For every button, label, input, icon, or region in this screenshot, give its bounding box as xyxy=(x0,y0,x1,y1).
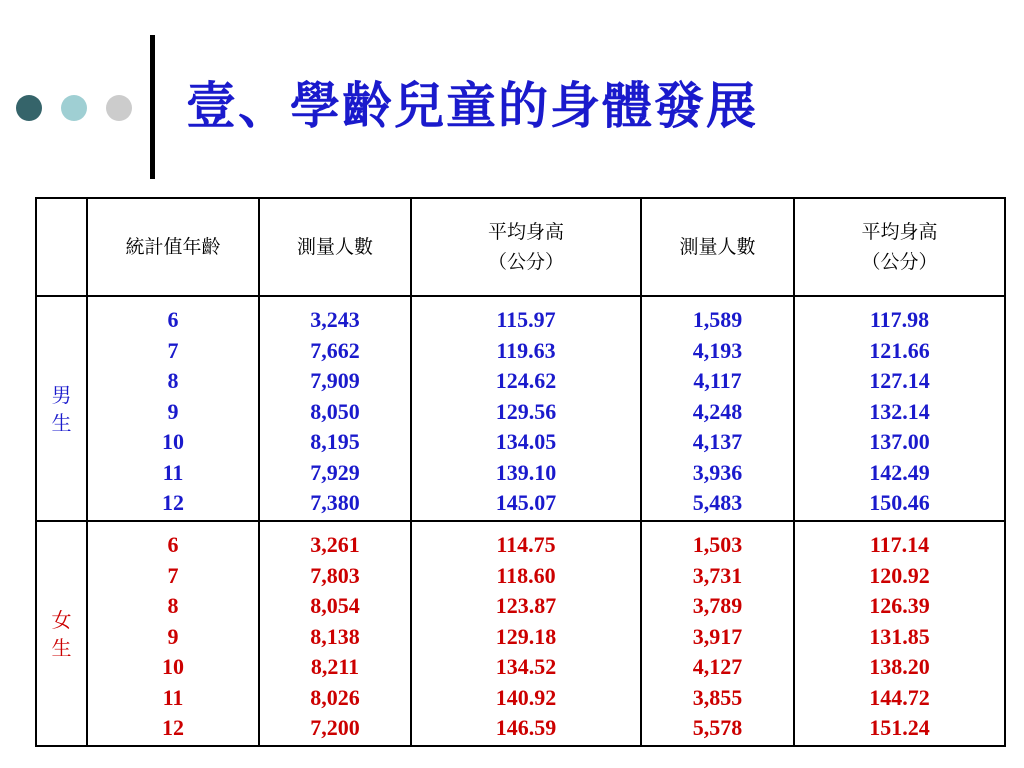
male-count-a-value: 8,050 xyxy=(310,398,360,424)
header-corner-cell xyxy=(36,198,87,296)
male-height-a-value: 119.63 xyxy=(496,337,556,363)
slide-title: 壹、學齡兒童的身體發展 xyxy=(186,76,758,135)
table-row-male xyxy=(36,296,1005,521)
female-count-b-value: 5,578 xyxy=(692,715,743,740)
header-height-b xyxy=(794,198,1005,296)
male-age-cell xyxy=(87,296,259,521)
male-count-b-cell xyxy=(641,296,794,521)
female-height-b-value: 126.39 xyxy=(869,593,930,618)
male-height-a-value: 124.62 xyxy=(495,368,557,393)
female-age-value: 11 xyxy=(162,684,184,710)
male-height-a-value: 115.97 xyxy=(496,307,556,332)
female-age-value: 8 xyxy=(167,593,179,618)
header-count-b: 測量人數 xyxy=(641,198,794,296)
female-height-b-value: 131.85 xyxy=(869,623,930,649)
male-age-value: 6 xyxy=(167,307,179,332)
male-height-b-value: 132.14 xyxy=(869,398,930,424)
male-height-a-value: 145.07 xyxy=(495,490,557,515)
male-count-b-value: 4,117 xyxy=(693,368,742,393)
female-count-b-value: 1,503 xyxy=(692,532,743,557)
gender-label-female xyxy=(36,521,87,746)
female-height-b-cell xyxy=(794,521,1005,746)
title-divider xyxy=(150,35,155,179)
male-count-a-value: 7,662 xyxy=(310,337,360,363)
gender-label-male xyxy=(36,296,87,521)
male-height-b-value: 142.49 xyxy=(869,459,930,485)
header-stat-age: 統計值年齡 xyxy=(87,198,259,296)
male-height-b-value: 150.46 xyxy=(869,490,930,515)
female-count-b-cell xyxy=(641,521,794,746)
male-age-value: 12 xyxy=(162,490,184,515)
male-height-a-value: 134.05 xyxy=(495,429,557,454)
male-count-a-value: 3,243 xyxy=(310,307,360,332)
table-header-row xyxy=(36,198,1005,296)
female-count-b-value: 3,789 xyxy=(692,593,743,618)
female-count-a-value: 8,138 xyxy=(310,623,360,649)
female-count-a-cell xyxy=(259,521,411,746)
female-count-a-value: 8,026 xyxy=(310,684,360,710)
female-count-b-value: 3,855 xyxy=(692,684,743,710)
male-height-b-value: 121.66 xyxy=(869,337,930,363)
female-age-value: 9 xyxy=(167,623,179,649)
male-count-a-value: 8,195 xyxy=(310,429,360,454)
female-height-a-value: 134.52 xyxy=(495,654,557,679)
female-height-a-value: 118.60 xyxy=(496,562,556,588)
female-height-a-value: 114.75 xyxy=(496,532,556,557)
male-age-value: 9 xyxy=(167,398,179,424)
male-count-b-value: 1,589 xyxy=(692,307,743,332)
male-height-a-value: 139.10 xyxy=(495,459,557,485)
male-age-value: 11 xyxy=(162,459,184,485)
header-count-a: 測量人數 xyxy=(259,198,411,296)
female-height-a-value: 140.92 xyxy=(495,684,557,710)
female-age-value: 12 xyxy=(162,715,184,740)
male-age-value: 10 xyxy=(162,429,184,454)
male-height-b-cell xyxy=(794,296,1005,521)
male-count-a-cell xyxy=(259,296,411,521)
female-age-value: 7 xyxy=(167,562,179,588)
female-count-a-value: 7,803 xyxy=(310,562,360,588)
female-height-a-value: 123.87 xyxy=(495,593,557,618)
female-count-a-value: 8,054 xyxy=(310,593,360,618)
male-count-a-value: 7,929 xyxy=(310,459,360,485)
header-height-a-line1: 平均身高 xyxy=(487,221,564,243)
female-count-a-value: 7,200 xyxy=(310,715,360,740)
decor-dot-gray xyxy=(106,95,132,121)
header-height-a-line2: （公分） xyxy=(487,251,564,273)
male-count-b-value: 5,483 xyxy=(692,490,743,515)
decor-dot-light xyxy=(61,95,87,121)
male-count-b-value: 4,248 xyxy=(692,398,743,424)
female-count-b-value: 3,917 xyxy=(692,623,743,649)
male-height-a-value: 129.56 xyxy=(495,398,557,424)
header-height-b-line2: （公分） xyxy=(861,251,938,273)
female-count-b-value: 4,127 xyxy=(692,654,743,679)
female-height-b-value: 117.14 xyxy=(869,532,930,557)
female-height-a-value: 146.59 xyxy=(495,715,557,740)
male-count-a-value: 7,909 xyxy=(310,368,360,393)
female-height-a-value: 129.18 xyxy=(495,623,557,649)
decor-dot-dark xyxy=(16,95,42,121)
male-height-a-cell xyxy=(411,296,641,521)
female-height-b-value: 151.24 xyxy=(869,715,930,740)
male-count-b-value: 4,193 xyxy=(692,337,743,363)
male-height-b-value: 127.14 xyxy=(869,368,930,393)
female-age-cell xyxy=(87,521,259,746)
female-count-a-value: 3,261 xyxy=(310,532,360,557)
female-gender-char: 生 xyxy=(51,635,72,660)
female-count-b-value: 3,731 xyxy=(692,562,743,588)
female-age-value: 6 xyxy=(167,532,179,557)
growth-data-table xyxy=(35,197,1006,747)
header-height-b-line1: 平均身高 xyxy=(861,221,938,243)
male-gender-char: 男 xyxy=(51,382,72,407)
male-gender-char: 生 xyxy=(51,410,72,435)
female-age-value: 10 xyxy=(162,654,184,679)
female-height-b-value: 144.72 xyxy=(869,684,930,710)
female-height-b-value: 120.92 xyxy=(869,562,930,588)
male-count-a-value: 7,380 xyxy=(310,490,360,515)
female-count-a-value: 8,211 xyxy=(310,654,360,679)
header-height-a xyxy=(411,198,641,296)
male-count-b-value: 3,936 xyxy=(692,459,743,485)
female-height-b-value: 138.20 xyxy=(869,654,930,679)
male-count-b-value: 4,137 xyxy=(692,429,743,454)
female-height-a-cell xyxy=(411,521,641,746)
female-gender-char: 女 xyxy=(51,607,72,632)
male-height-b-value: 137.00 xyxy=(869,429,930,454)
male-height-b-value: 117.98 xyxy=(869,307,930,332)
male-age-value: 7 xyxy=(167,337,179,363)
male-age-value: 8 xyxy=(167,368,179,393)
table-row-female xyxy=(36,521,1005,746)
